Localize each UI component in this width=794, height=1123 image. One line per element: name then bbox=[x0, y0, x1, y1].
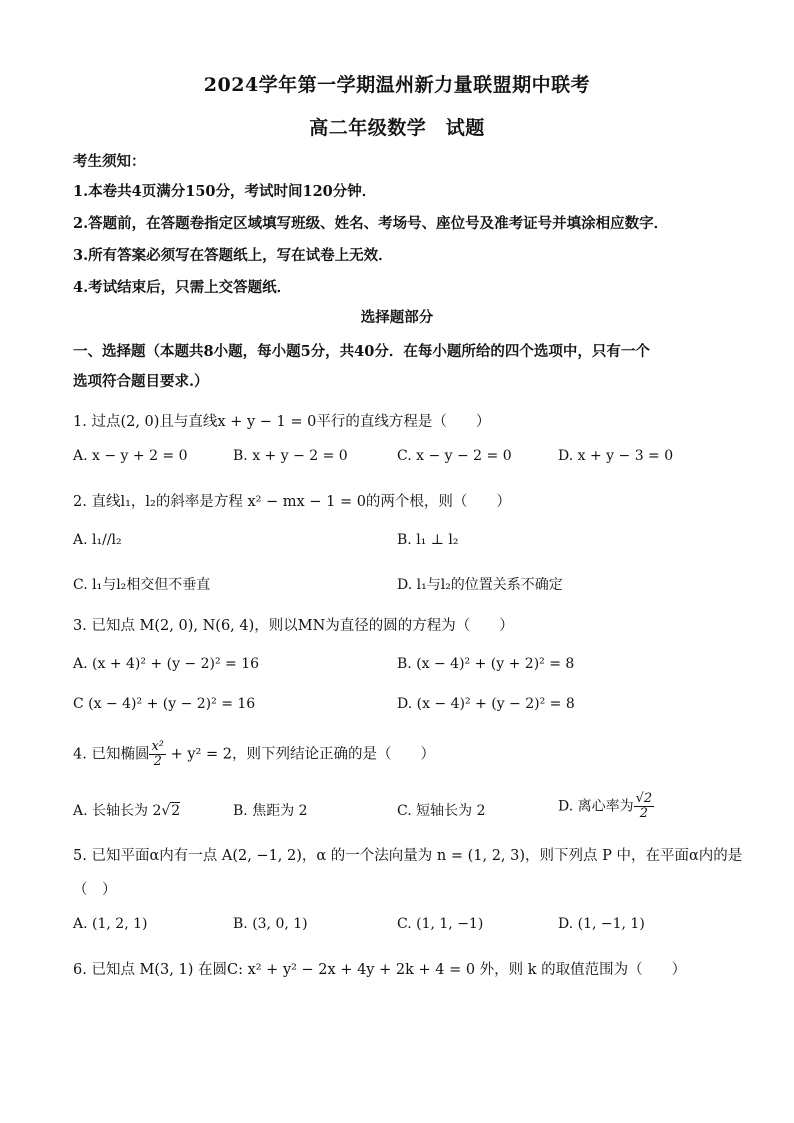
q4-fraction bbox=[149, 740, 166, 769]
q4-option-c: C. 短轴长为 2 bbox=[397, 803, 486, 819]
notice-item-1: 1.本卷共4页满分150分，考试时间120分钟． bbox=[73, 183, 377, 200]
exam-title: 2024学年第一学期温州新力量联盟期中联考 bbox=[203, 74, 591, 96]
q5-stem-continued: （ ） bbox=[73, 882, 117, 898]
notice-item-4: 4.考试结束后，只需上交答题纸． bbox=[73, 279, 292, 296]
q4-stem-pre: 4. 已知椭圆 bbox=[73, 746, 150, 763]
q5-option-c: C. (1, 1, −1) bbox=[397, 916, 484, 932]
q3-stem: 3. 已知点 M(2, 0), N(6, 4)，则以MN为直径的圆的方程为（ ） bbox=[73, 618, 514, 634]
q2-option-c: C. l₁与l₂相交但不垂直 bbox=[73, 577, 211, 593]
section-intro-line-2: 选项符合题目要求.） bbox=[73, 373, 209, 390]
q4-option-b: B. 焦距为 2 bbox=[233, 803, 308, 819]
notice-heading: 考生须知： bbox=[73, 153, 146, 170]
exam-subtitle: 高二年级数学 试题 bbox=[309, 117, 485, 139]
notice-item-2: 2.答题前，在答题卷指定区域填写班级、姓名、考场号、座位号及准考证号并填涂相应数字． bbox=[73, 215, 669, 232]
q5-option-a: A. (1, 2, 1) bbox=[73, 916, 148, 932]
q1-option-b: B. x + y − 2 = 0 bbox=[233, 448, 348, 464]
q4-option-d-fraction bbox=[634, 792, 655, 821]
q1-option-c: C. x − y − 2 = 0 bbox=[397, 448, 512, 464]
q1-option-a: A. x − y + 2 = 0 bbox=[73, 448, 188, 464]
q3-option-b: B. (x − 4)² + (y + 2)² = 8 bbox=[397, 656, 575, 672]
q2-option-a: A. l₁//l₂ bbox=[73, 532, 122, 548]
q2-stem: 2. 直线l₁，l₂的斜率是方程 x² − mx − 1 = 0的两个根，则（ ） bbox=[73, 494, 511, 510]
section-intro-line-1: 一、选择题（本题共8小题，每小题5分，共40分．在每小题所给的四个选项中，只有一个 bbox=[73, 343, 650, 360]
q4-option-d-text: D. 离心率为 bbox=[558, 798, 634, 815]
q6-stem: 6. 已知点 M(3, 1) 在圆C: x² + y² − 2x + 4y + 2k + 4 = 0 外，则 k 的取值范围为（ ） bbox=[73, 962, 687, 978]
q3-option-a: A. (x + 4)² + (y − 2)² = 16 bbox=[73, 656, 260, 672]
q4-option-a-text: A. 长轴长为 2 bbox=[73, 803, 162, 819]
q5-stem: 5. 已知平面α内有一点 A(2, −1, 2)，α 的一个法向量为 n = (1, 2, 3)，则下列点 P 中，在平面α内的是 bbox=[73, 848, 743, 864]
q4-option-d-num: √2 bbox=[635, 791, 653, 806]
q2-option-d: D. l₁与l₂的位置关系不确定 bbox=[397, 577, 563, 593]
q5-option-b: B. (3, 0, 1) bbox=[233, 916, 308, 932]
q4-fraction-num: x² bbox=[151, 739, 164, 754]
q4-stem-post: + y² = 2，则下列结论正确的是（ ） bbox=[166, 746, 435, 763]
q1-option-d: D. x + y − 3 = 0 bbox=[558, 448, 674, 464]
q2-option-b: B. l₁ ⊥ l₂ bbox=[397, 532, 459, 548]
q4-option-a-root: 2 bbox=[171, 803, 181, 819]
q4-stem bbox=[73, 740, 435, 769]
notice-item-3: 3.所有答案必须写在答题纸上，写在试卷上无效． bbox=[73, 247, 393, 264]
q3-option-c: C (x − 4)² + (y − 2)² = 16 bbox=[73, 696, 256, 712]
q5-option-d: D. (1, −1, 1) bbox=[558, 916, 645, 932]
q3-option-d: D. (x − 4)² + (y − 2)² = 8 bbox=[397, 696, 575, 712]
q4-option-d-den: 2 bbox=[639, 806, 649, 821]
section-part-heading: 选择题部分 bbox=[360, 309, 434, 326]
q1-stem: 1. 过点(2, 0)且与直线x + y − 1 = 0平行的直线方程是（ ） bbox=[73, 414, 491, 430]
q4-fraction-den: 2 bbox=[153, 754, 162, 769]
q4-option-d bbox=[558, 792, 654, 821]
q4-option-a: A. 长轴长为 2√2 bbox=[73, 803, 181, 819]
